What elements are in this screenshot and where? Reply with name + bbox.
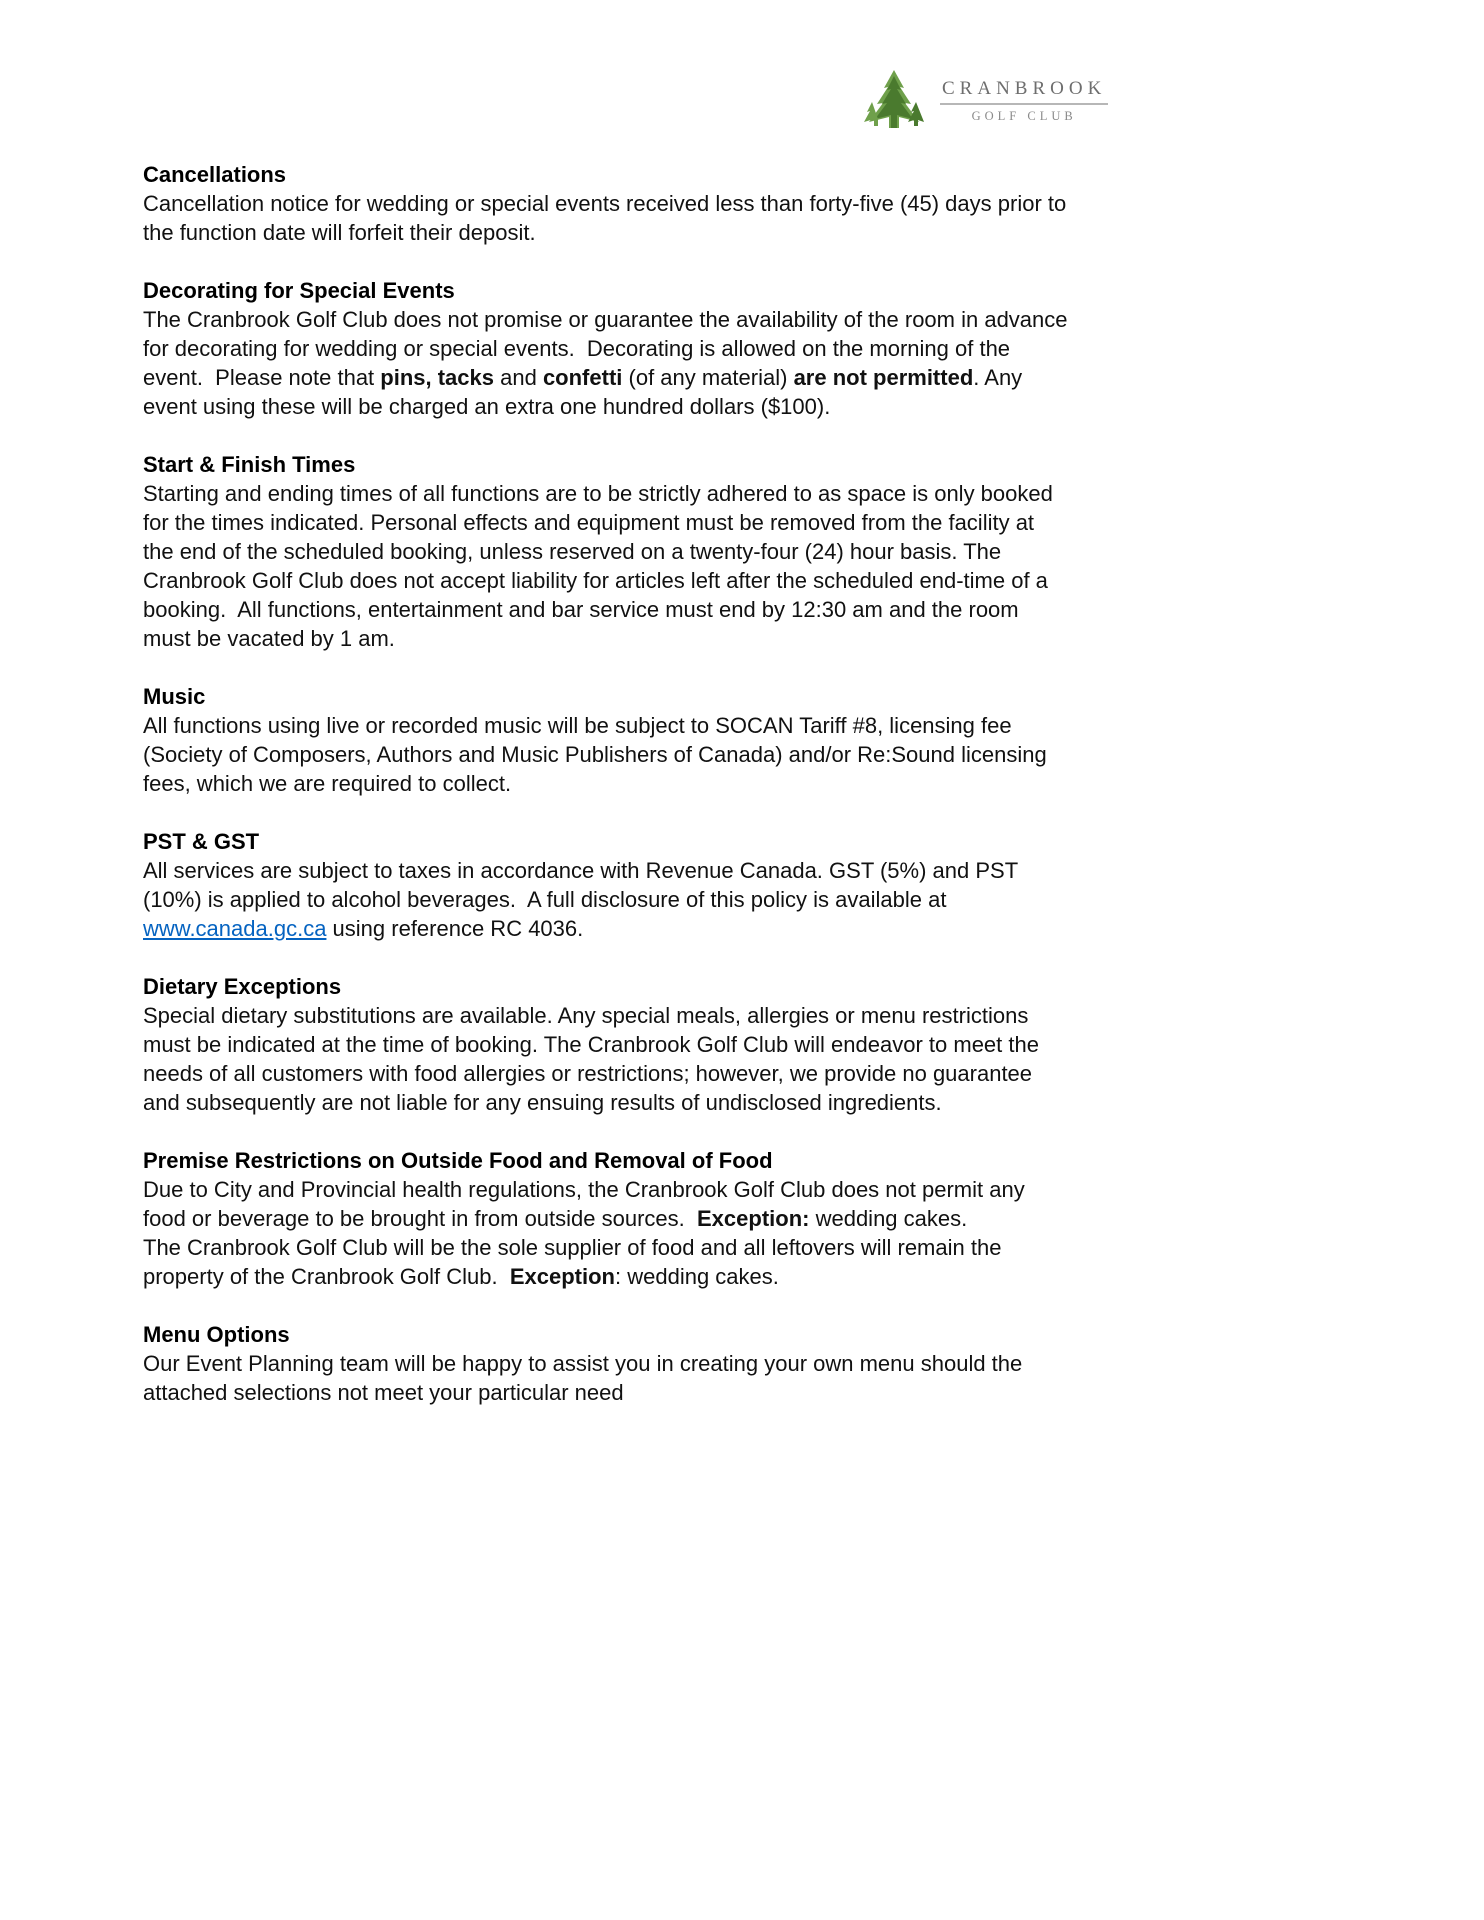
text-run: (of any material) [622,365,794,390]
text-run: Starting and ending times of all functions are to be strictly adhered to as space is only booked for the times indicated. Personal effects and equipment must be removed from the facility at the end of the scheduled booking, unless reserved on a twenty-four (24) hour basis. The Cranbrook Golf Club does not accept liability for articles left after the scheduled end-time of a booking. All functions, entertainment and bar service must end by 12:30 am and the room must be vacated by 1 am. [143,481,1059,651]
policy-section [143,1146,1069,1291]
bold-text-run: are not permitted [793,365,974,390]
section-paragraph [143,711,1069,798]
bold-text-run: confetti [542,365,623,390]
policy-section [143,160,1073,247]
text-run: The Cranbrook Golf Club will be the sole supplier of food and all leftovers will remain the property of the Cranbrook Golf Club. [143,1235,1008,1289]
policy-section [143,276,1074,421]
section-heading: Dietary Exceptions [143,974,342,999]
text-run: and [494,365,543,390]
section-paragraph [143,1175,1069,1233]
logo-text [940,78,1108,124]
section-heading: Decorating for Special Events [143,278,455,303]
section-heading: PST & GST [143,829,260,854]
section-paragraph [143,189,1073,247]
document-sections [143,160,1074,1407]
section-heading: Music [143,684,206,709]
canada-gc-link[interactable]: www.canada.gc.ca [143,916,327,941]
section-paragraph [143,305,1074,421]
text-run: The Cranbrook Golf Club does not promise or guarantee the availability of the room in advance for decorating for wedding or special events. Decorating is allowed on the morning of the event. Please note that [143,307,1074,390]
section-paragraph [143,1001,1069,1117]
text-run: . Any event using these will be charged an extra one hundred dollars ($100). [143,365,1029,419]
text-run: Special dietary substitutions are available. Any special meals, allergies or menu restrictions must be indicated at the time of booking. The Cranbrook Golf Club will endeavor to meet the needs of all customers with food allergies or restrictions; however, we provide no guarantee and subsequently are not liable for any ensuing results of undisclosed ingredients. [143,1003,1046,1115]
policy-section [143,682,1069,798]
logo-subtitle: GOLF CLUB [971,109,1077,123]
pine-tree-icon [858,68,930,134]
text-run: Our Event Planning team will be happy to assist you in creating your own menu should the attached selections not meet your particular need [143,1351,1029,1405]
policy-section [143,1320,1069,1407]
section-heading: Start & Finish Times [143,452,356,477]
section-heading: Cancellations [143,162,287,187]
policy-section [143,450,1069,653]
bold-text-run: Exception [509,1264,615,1289]
section-heading: Premise Restrictions on Outside Food and Removal of Food [143,1148,773,1173]
policy-section [143,827,1069,943]
text-run: All functions using live or recorded music will be subject to SOCAN Tariff #8, licensing fee (Society of Composers, Authors and Music Publishers of Canada) and/or Re:Sound licensing fees, which we are required to collect. [143,713,1053,796]
logo-name: CRANBROOK [942,78,1107,99]
text-run: Cancellation notice for wedding or special events received less than forty-five (45) days prior to the function date will forfeit their deposit. [143,191,1073,245]
section-paragraph [143,856,1069,943]
logo [858,68,1108,134]
text-run: wedding cakes. [809,1206,968,1231]
policy-section [143,972,1069,1117]
section-paragraph [143,1349,1069,1407]
text-run: All services are subject to taxes in accordance with Revenue Canada. GST (5%) and PST (10%) is applied to alcohol beverages. A full disclosure of this policy is available at [143,858,1024,912]
section-paragraph [143,1233,1069,1291]
text-run: : wedding cakes. [615,1264,779,1289]
text-run: using reference RC 4036. [326,916,584,941]
bold-text-run: pins, tacks [380,365,494,390]
logo-divider [940,103,1108,105]
section-paragraph [143,479,1069,653]
bold-text-run: Exception: [697,1206,810,1231]
text-run: Due to City and Provincial health regulations, the Cranbrook Golf Club does not permit any food or beverage to be brought in from outside sources. [143,1177,1031,1231]
section-heading: Menu Options [143,1322,290,1347]
